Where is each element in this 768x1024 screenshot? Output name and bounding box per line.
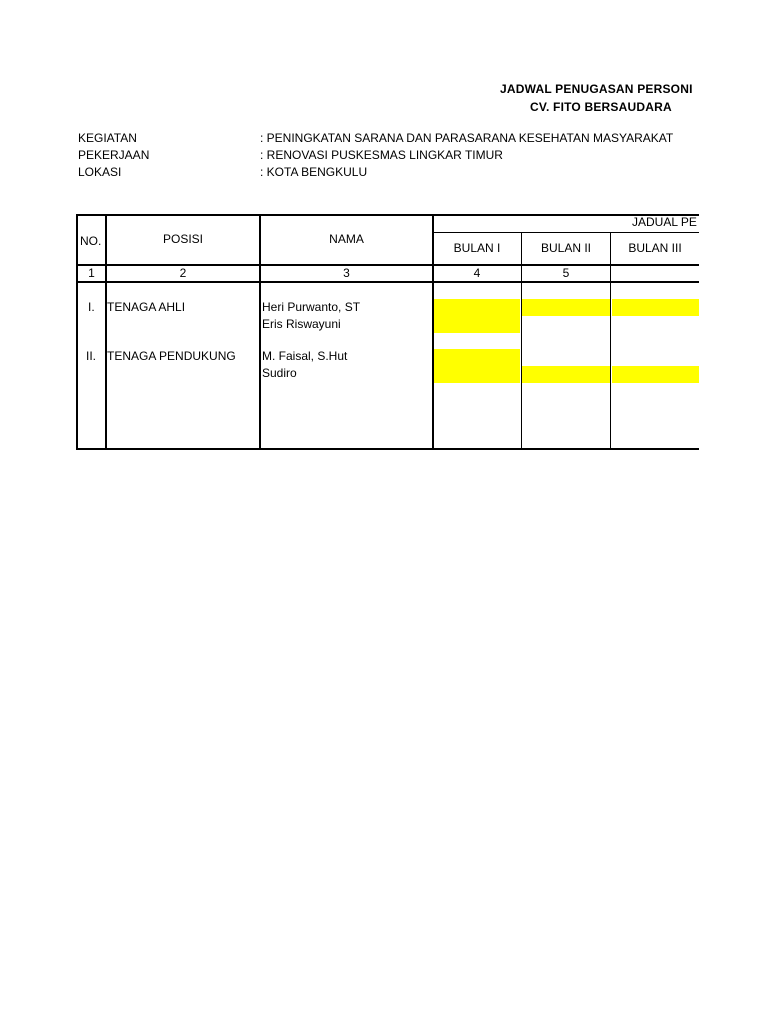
table-left-border — [76, 214, 78, 450]
column-number: 5 — [562, 266, 570, 280]
column-number: 2 — [179, 266, 187, 280]
header-nama: NAMA — [329, 232, 364, 246]
column-number-bottom-border — [76, 281, 699, 283]
personnel-name: Sudiro — [262, 366, 297, 380]
group-number: II. — [86, 349, 97, 363]
pekerjaan-label: PEKERJAAN — [78, 148, 150, 162]
header-bulan-1: BULAN I — [453, 241, 501, 255]
jadual-header-divider — [432, 232, 699, 233]
posisi-column-divider — [259, 214, 261, 450]
company-name: CV. FITO BERSAUDARA — [530, 100, 672, 114]
header-bulan-3: BULAN III — [628, 241, 682, 255]
header-jadual: JADUAL PE — [632, 215, 697, 229]
highlight-bulan2-row4 — [522, 366, 610, 383]
kegiatan-label: KEGIATAN — [78, 131, 137, 145]
column-number: 1 — [88, 266, 95, 280]
personnel-schedule-table — [76, 214, 699, 450]
column-number: 3 — [343, 266, 350, 280]
pekerjaan-value: : RENOVASI PUSKESMAS LINGKAR TIMUR — [260, 148, 503, 162]
table-top-border — [76, 214, 699, 216]
group-position: TENAGA AHLI — [107, 300, 186, 314]
group-position: TENAGA PENDUKUNG — [107, 349, 236, 363]
group-number: I. — [88, 300, 95, 314]
highlight-bulan1-row3 — [434, 349, 520, 383]
highlight-bulan1-row1 — [434, 299, 520, 333]
personnel-name: M. Faisal, S.Hut — [262, 349, 348, 363]
table-bottom-border — [76, 448, 699, 450]
highlight-bulan3-row1 — [612, 299, 699, 316]
personnel-name: Heri Purwanto, ST — [262, 300, 361, 314]
highlight-bulan3-row4 — [612, 366, 699, 383]
header-bulan-2: BULAN II — [540, 241, 591, 255]
header-posisi: POSISI — [162, 232, 203, 246]
highlight-bulan2-row1 — [522, 299, 610, 316]
personnel-name: Eris Riswayuni — [262, 317, 341, 331]
bulan2-column-divider — [610, 232, 611, 450]
header-no: NO. — [80, 234, 102, 248]
lokasi-value: : KOTA BENGKULU — [260, 165, 368, 179]
kegiatan-value: : PENINGKATAN SARANA DAN PARASARANA KESEHATAN MASYARAKAT — [260, 131, 674, 145]
bulan1-column-divider — [521, 232, 522, 450]
lokasi-label: LOKASI — [78, 165, 122, 179]
column-number: 4 — [473, 266, 481, 280]
schedule-title: JADWAL PENUGASAN PERSONI — [500, 82, 693, 96]
no-column-divider — [105, 214, 107, 450]
